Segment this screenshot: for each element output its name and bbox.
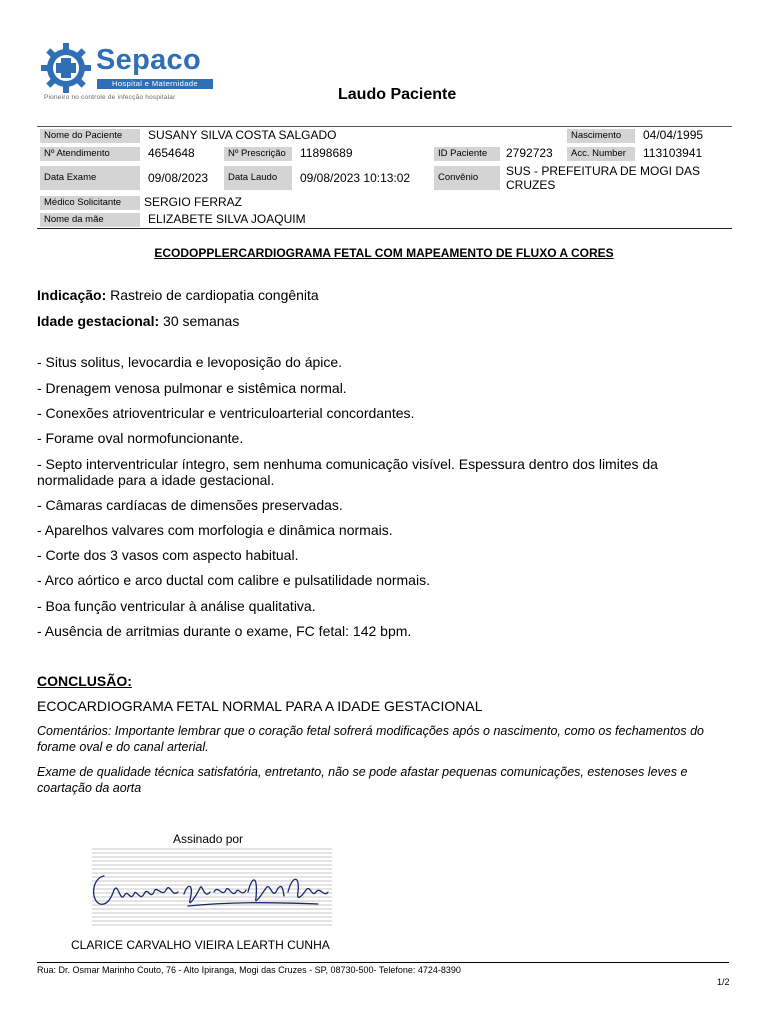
gestational-age-label: Idade gestacional: (37, 313, 160, 329)
conclusion-heading: CONCLUSÃO: (37, 673, 132, 689)
insurance-label: Convênio (434, 166, 500, 190)
report-date-label: Data Laudo (224, 166, 292, 190)
divider-bottom (37, 228, 732, 229)
indication-label: Indicação: (37, 287, 107, 303)
finding-item: - Arco aórtico e arco ductal com calibre e pulsatilidade normais. (37, 572, 430, 588)
gestational-age-row (37, 313, 239, 329)
divider-top (37, 126, 732, 127)
finding-item: - Corte dos 3 vasos com aspecto habitual. (37, 547, 299, 563)
document-title: Laudo Paciente (338, 86, 457, 103)
finding-item: - Drenagem venosa pulmonar e sistêmica normal. (37, 380, 347, 396)
mother-label: Nome da mãe (40, 213, 140, 227)
doctor-value: SERGIO FERRAZ (144, 195, 243, 209)
birth-label: Nascimento (567, 129, 635, 143)
insurance-value-line1: SUS - PREFEITURA DE MOGI DAS (506, 164, 701, 178)
finding-item: - Conexões atrioventricular e ventriculoarterial concordantes. (37, 405, 415, 421)
handwritten-signature (88, 862, 338, 922)
finding-item: - Forame oval normofuncionante. (37, 430, 244, 446)
comment-2: Exame de qualidade técnica satisfatória, entretanto, não se pode afastar pequenas comunicações, estenoses leves e coartação da aorta (37, 765, 688, 795)
birth-value: 04/04/1995 (643, 128, 704, 142)
gestational-age-value: 30 semanas (163, 313, 240, 329)
patient-id-value: 2792723 (506, 146, 553, 160)
insurance-value-line2: CRUZES (506, 178, 556, 192)
mother-value: ELIZABETE SILVA JOAQUIM (148, 212, 306, 226)
exam-date-label: Data Exame (40, 166, 140, 190)
gear-cross-icon (40, 42, 92, 94)
prescription-value: 11898689 (300, 146, 353, 160)
finding-item: - Septo interventricular íntegro, sem nenhuma comunicação visível. Espessura dentro dos limites da normalidade para a idade gestacional. (37, 456, 658, 488)
conclusion-text: ECOCARDIOGRAMA FETAL NORMAL PARA A IDADE GESTACIONAL (37, 698, 483, 714)
acc-number-value: 113103941 (643, 146, 703, 160)
logo-name: Sepaco (96, 44, 201, 76)
exam-date-value: 09/08/2023 (148, 171, 209, 185)
prescription-label: Nº Prescrição (224, 147, 292, 161)
footer-address: Rua: Dr. Osmar Marinho Couto, 76 - Alto Ipiranga, Mogi das Cruzes - SP, 08730-500- Telefone: 4724-8390 (37, 965, 461, 975)
patient-name-label: Nome do Paciente (40, 129, 140, 143)
patient-id-label: ID Paciente (434, 147, 500, 161)
signer-name: CLARICE CARVALHO VIEIRA LEARTH CUNHA (71, 938, 330, 952)
footer-divider (37, 962, 729, 963)
attendance-label: Nº Atendimento (40, 147, 140, 161)
hospital-logo (40, 42, 230, 104)
report-date-value: 09/08/2023 10:13:02 (300, 171, 411, 185)
finding-item: - Aparelhos valvares com morfologia e dinâmica normais. (37, 522, 393, 538)
patient-name: SUSANY SILVA COSTA SALGADO (148, 128, 337, 142)
finding-item: - Câmaras cardíacas de dimensões preservadas. (37, 497, 343, 513)
finding-item: - Boa função ventricular à análise qualitativa. (37, 598, 316, 614)
page-number: 1/2 (717, 977, 730, 987)
logo-subtitle: Hospital e Maternidade (97, 79, 213, 89)
finding-item: - Situs solitus, levocardia e levoposição do ápice. (37, 354, 343, 370)
exam-title: ECODOPPLERCARDIOGRAMA FETAL COM MAPEAMENTO DE FLUXO A CORES (154, 246, 614, 260)
indication-row (37, 287, 319, 303)
comment-1: Comentários: Importante lembrar que o coração fetal sofrerá modificações após o nascimento, como os fechamentos do forame oval e do canal arterial. (37, 724, 705, 754)
indication-value: Rastreio de cardiopatia congênita (110, 287, 319, 303)
signed-by-label: Assinado por (173, 832, 244, 846)
finding-item: - Ausência de arritmias durante o exame, FC fetal: 142 bpm. (37, 623, 412, 639)
doctor-label: Médico Solicitante (40, 196, 140, 210)
logo-tagline: Pioneiro no controle de infecção hospitalar (44, 94, 176, 101)
attendance-value: 4654648 (148, 146, 195, 160)
acc-number-label: Acc. Number (567, 147, 635, 161)
